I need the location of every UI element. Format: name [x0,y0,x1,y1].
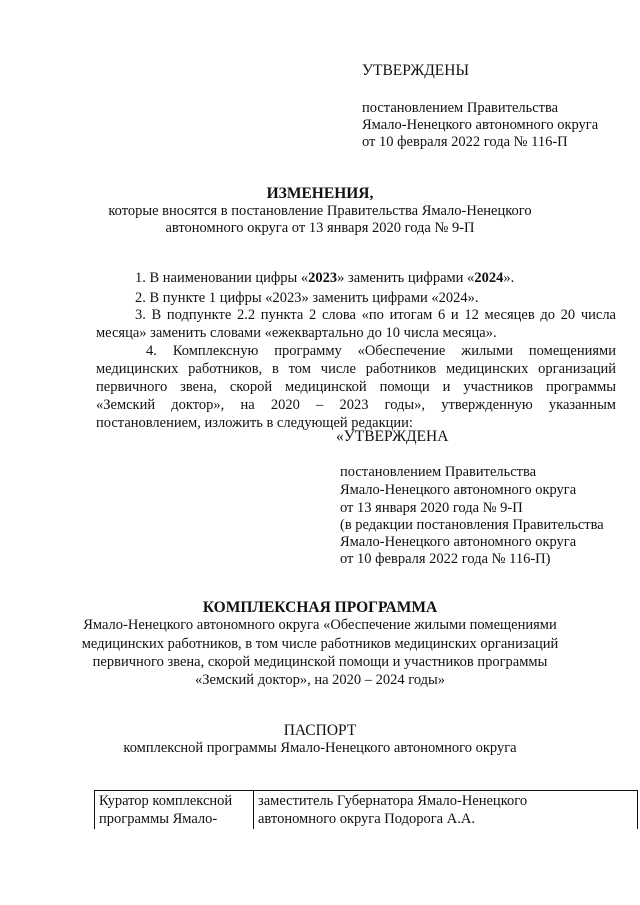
approval2-line: от 10 февраля 2022 года № 116-П) [340,551,551,567]
approval-line: Ямало-Ненецкого автономного округа [362,117,599,133]
item-4-line: постановлением, изложить в следующей редакции: [96,415,413,431]
item-3 [96,306,616,342]
changes-subtitle-line: которые вносятся в постановление Правительства Ямало-Ненецкого [108,203,532,219]
item-1-old-value: 2023 [308,270,338,286]
item-4 [96,342,616,432]
item-4-line: медицинских работников, в том числе работников медицинских организаций [96,361,616,377]
approval2-line: Ямало-Ненецкого автономного округа [340,534,577,550]
approval2-line: Ямало-Ненецкого автономного округа [340,482,577,498]
program-line: медицинских работников, в том числе работников медицинских организаций [81,636,559,652]
program-title: КОМПЛЕКСНАЯ ПРОГРАММА [202,599,438,616]
passport-value-line: заместитель Губернатора Ямало-Ненецкого [258,793,528,809]
item-1-new-value: 2024 [474,270,504,286]
item-1 [135,270,514,287]
passport-label-line: программы Ямало- [99,811,218,827]
passport-label-cell [95,791,254,830]
passport-title: ПАСПОРТ [283,722,357,739]
changes-subtitle-line: автономного округа от 13 января 2020 года № 9-П [165,220,475,236]
item-1-text-mid: » заменить цифрами « [337,270,475,286]
approval-title: УТВЕРЖДЕНЫ [362,62,469,79]
passport-value-cell [254,791,638,830]
item-3-line: 3. В подпункте 2.2 пункта 2 слова «по итогам 6 и 12 месяцев до 20 числа [135,307,616,323]
item-1-text-post: ». [503,270,515,286]
item-4-line: первичного звена, скорой медицинской помощи и участников программы [96,379,616,395]
program-line: «Земский доктор», на 2020 – 2024 годы» [194,672,446,688]
approval2-line: (в редакции постановления Правительства [340,517,604,533]
approval-line: от 10 февраля 2022 года № 116-П [362,134,568,150]
approval2-line: от 13 января 2020 года № 9-П [340,500,523,516]
item-2: 2. В пункте 1 цифры «2023» заменить цифрами «2024». [135,290,479,306]
table-row [95,791,638,830]
changes-title: ИЗМЕНЕНИЯ, [266,185,374,202]
passport-table [94,790,638,829]
passport-subtitle: комплексной программы Ямало-Ненецкого автономного округа [123,740,517,756]
approval-line: постановлением Правительства [362,100,559,116]
program-line: Ямало-Ненецкого автономного округа «Обеспечение жилыми помещениями [83,617,557,633]
approval2-title: «УТВЕРЖДЕНА [336,428,449,445]
passport-value-line: автономного округа Подорога А.А. [258,811,475,827]
item-3-line: месяца» заменить словами «ежеквартально до 10 числа месяца». [96,325,497,341]
passport-label-line: Куратор комплексной [99,793,233,809]
approval2-line: постановлением Правительства [340,464,537,480]
program-line: первичного звена, скорой медицинской помощи и участников программы [92,654,548,670]
item-1-text-pre: 1. В наименовании цифры « [135,270,309,286]
item-4-line: «Земский доктор», на 2020 – 2023 годы», утвержденную указанным [96,397,616,413]
item-4-line: 4. Комплексную программу «Обеспечение жилыми помещениями [146,343,616,359]
